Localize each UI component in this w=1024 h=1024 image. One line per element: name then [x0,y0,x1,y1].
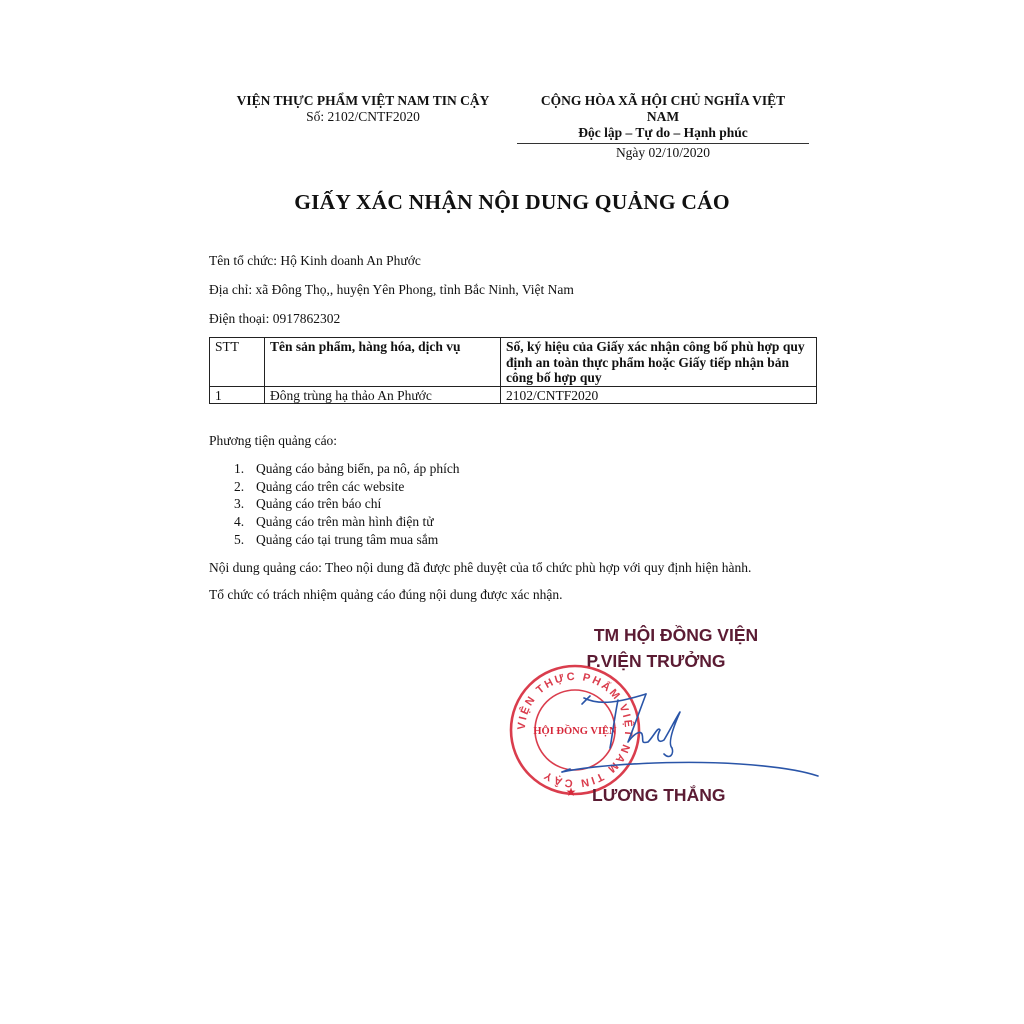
stamp-star-icon: ★ [565,785,577,799]
list-item [230,513,460,531]
nation-name-line1: CỘNG HÒA XÃ HỘI CHỦ NGHĨA VIỆT [540,93,786,108]
document-title: GIẤY XÁC NHẬN NỘI DUNG QUẢNG CÁO [294,190,730,214]
signer-title-line1: TM HỘI ĐỒNG VIỆN [593,625,759,645]
issuer-block [222,93,504,125]
product-table [209,337,817,404]
list-item [230,495,460,513]
national-motto: Độc lập – Tự do – Hạnh phúc [578,125,748,140]
stamp-center-text: HỘI ĐỒNG VIỆN [533,726,617,737]
advertising-channels-list [230,460,460,549]
table-row [210,386,817,404]
organization-phone: Điện thoại: 0917862302 [209,311,341,326]
list-number: 1. [234,461,245,476]
header-stt: STT [210,338,265,387]
advertising-content-statement: Nội dung quảng cáo: Theo nội dung đã được phê duyệt của tổ chức phù hợp với quy định hiện hành. [209,560,752,575]
handwritten-signature-icon [560,690,820,780]
header-product-name: Tên sản phẩm, hàng hóa, dịch vụ [265,338,501,387]
table-header-row [210,338,817,387]
cell-stt: 1 [210,386,265,404]
list-text: Quảng cáo bảng biển, pa nô, áp phích [256,461,460,476]
signer-title-line2: P.VIỆN TRƯỞNG [586,651,726,671]
list-number: 2. [234,478,245,494]
list-item [230,478,460,496]
nation-name-line2: NAM [646,109,680,124]
issuer-organization: VIỆN THỰC PHẨM VIỆT NAM TIN CẬY [236,93,490,108]
list-text: Quảng cáo trên màn hình điện tử [256,514,434,530]
reference-number: Số: 2102/CNTF2020 [306,109,420,124]
list-number: 4. [234,514,245,530]
list-item [230,460,460,478]
list-text: Quảng cáo trên các website [256,478,405,494]
list-number: 5. [234,531,245,547]
header-certificate-number: Số, ký hiệu của Giấy xác nhận công bố phù hợp quy định an toàn thực phẩm hoặc Giấy tiếp nhận bản công bố hợp quy [501,338,817,387]
list-text: Quảng cáo tại trung tâm mua sắm [256,531,439,547]
issue-date: Ngày 02/10/2020 [615,145,711,160]
responsibility-statement: Tổ chức có trách nhiệm quảng cáo đúng nội dung được xác nhận. [209,587,563,602]
advertising-channels-label: Phương tiện quảng cáo: [209,433,338,448]
list-number: 3. [234,496,245,512]
organization-address: Địa chỉ: xã Đông Thọ,, huyện Yên Phong, tỉnh Bắc Ninh, Việt Nam [209,282,574,297]
cell-product-name: Đông trùng hạ thảo An Phước [265,386,501,404]
cell-certificate-number: 2102/CNTF2020 [501,386,817,404]
signer-name: LƯƠNG THẮNG [592,785,726,805]
list-item [230,531,460,549]
stamp-ring-text: VIỆN THỰC PHẨM VIỆT NAM TIN CẬY [515,670,635,790]
list-text: Quảng cáo trên báo chí [256,496,382,512]
organization-name: Tên tổ chức: Hộ Kinh doanh An Phước [209,253,421,268]
national-header [513,93,813,141]
motto-underline [517,143,809,144]
